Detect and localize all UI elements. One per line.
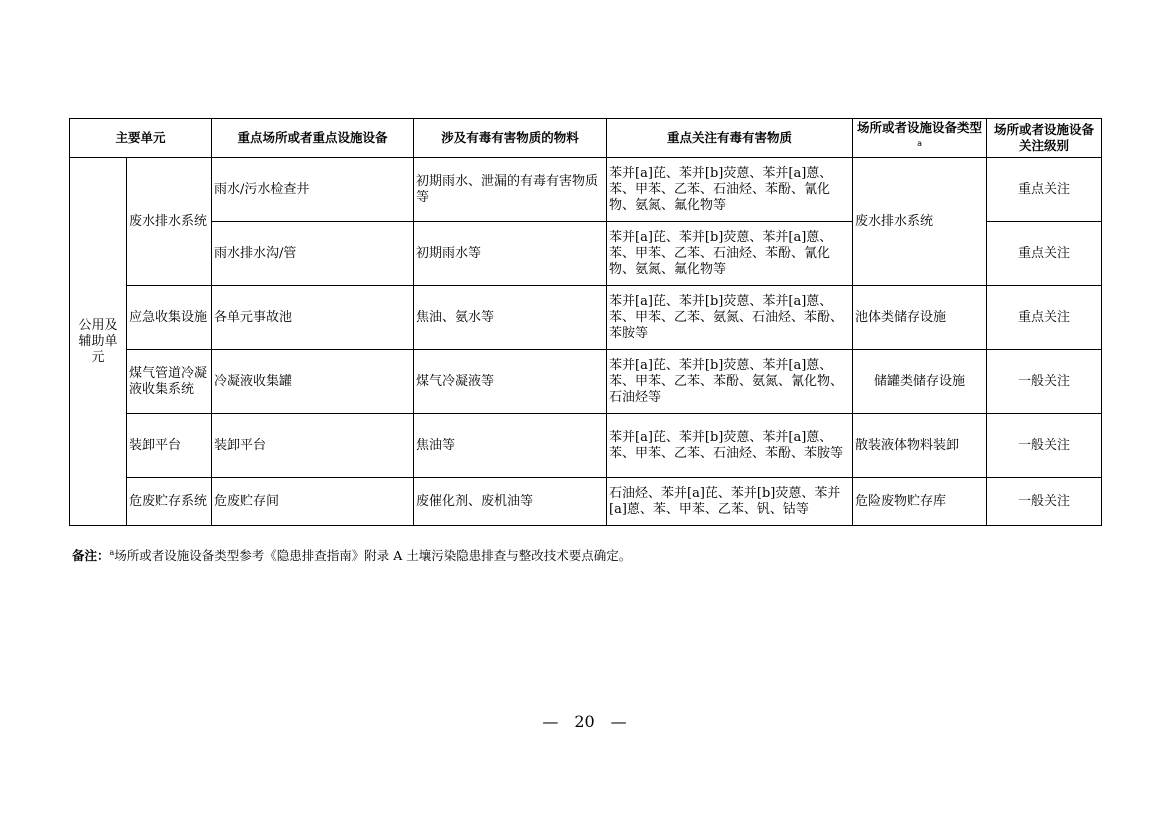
substance-cell: 苯并[a]芘、苯并[b]荧蒽、苯并[a]蒽、苯、甲苯、乙苯、苯酚、氨氮、氰化物、石油烃等 — [607, 350, 853, 414]
level-cell: 重点关注 — [987, 222, 1102, 286]
page-number: — 20 — — [542, 712, 627, 731]
table-row — [70, 350, 1102, 414]
level-cell: 重点关注 — [987, 286, 1102, 350]
table-row — [70, 286, 1102, 350]
type-cell: 池体类储存设施 — [853, 286, 987, 350]
table-footnote — [72, 546, 631, 564]
note-text: 场所或者设施设备类型参考《隐患排查指南》附录 A 土壤污染隐患排查与整改技术要点确定。 — [114, 548, 632, 563]
header-level: 场所或者设施设备关注级别 — [987, 119, 1102, 158]
note-sup: a — [109, 547, 115, 557]
header-type — [853, 119, 987, 158]
substance-cell: 苯并[a]芘、苯并[b]荧蒽、苯并[a]蒽、苯、甲苯、乙苯、石油烃、苯酚、苯胺等 — [607, 414, 853, 478]
hazard-facility-table — [69, 118, 1102, 526]
substance-cell: 苯并[a]芘、苯并[b]荧蒽、苯并[a]蒽、苯、甲苯、乙苯、氨氮、石油烃、苯酚、苯胺等 — [607, 286, 853, 350]
facility-cell: 装卸平台 — [212, 414, 414, 478]
material-cell: 初期雨水等 — [414, 222, 607, 286]
facility-cell: 冷凝液收集罐 — [212, 350, 414, 414]
material-cell: 煤气冷凝液等 — [414, 350, 607, 414]
header-substance: 重点关注有毒有害物质 — [607, 119, 853, 158]
type-cell: 储罐类储存设施 — [853, 350, 987, 414]
substance-cell: 石油烃、苯并[a]芘、苯并[b]荧蒽、苯并[a]蒽、苯、甲苯、乙苯、钒、钴等 — [607, 478, 853, 526]
table-row — [70, 478, 1102, 526]
substance-cell: 苯并[a]芘、苯并[b]荧蒽、苯并[a]蒽、苯、甲苯、乙苯、石油烃、苯酚、氰化物、氨氮、氟化物等 — [607, 222, 853, 286]
sub-unit-cell: 危废贮存系统 — [127, 478, 212, 526]
sub-unit-wastewater: 废水排水系统 — [127, 158, 212, 286]
header-type-sup: a — [917, 139, 922, 149]
group-label: 公用及辅助单元 — [70, 158, 127, 526]
facility-cell: 危废贮存间 — [212, 478, 414, 526]
level-cell: 一般关注 — [987, 478, 1102, 526]
header-facility: 重点场所或者重点设施设备 — [212, 119, 414, 158]
material-cell: 废催化剂、废机油等 — [414, 478, 607, 526]
table-header-row — [70, 119, 1102, 158]
material-cell: 焦油等 — [414, 414, 607, 478]
table-row — [70, 414, 1102, 478]
facility-cell: 雨水排水沟/管 — [212, 222, 414, 286]
sub-unit-cell: 应急收集设施 — [127, 286, 212, 350]
substance-cell: 苯并[a]芘、苯并[b]荧蒽、苯并[a]蒽、苯、甲苯、乙苯、石油烃、苯酚、氰化物、氨氮、氟化物等 — [607, 158, 853, 222]
facility-cell: 各单元事故池 — [212, 286, 414, 350]
header-type-text: 场所或者设施设备类型 — [857, 120, 983, 136]
facility-cell: 雨水/污水检查井 — [212, 158, 414, 222]
material-cell: 初期雨水、泄漏的有毒有害物质等 — [414, 158, 607, 222]
sub-unit-cell: 装卸平台 — [127, 414, 212, 478]
type-cell: 散装液体物料装卸 — [853, 414, 987, 478]
table-row — [70, 158, 1102, 222]
header-material: 涉及有毒有害物质的物料 — [414, 119, 607, 158]
header-main-unit: 主要单元 — [70, 119, 212, 158]
sub-unit-cell: 煤气管道冷凝液收集系统 — [127, 350, 212, 414]
level-cell: 一般关注 — [987, 414, 1102, 478]
level-cell: 一般关注 — [987, 350, 1102, 414]
type-cell: 废水排水系统 — [853, 158, 987, 286]
type-cell: 危险废物贮存库 — [853, 478, 987, 526]
note-label: 备注： — [72, 548, 110, 563]
level-cell: 重点关注 — [987, 158, 1102, 222]
material-cell: 焦油、氨水等 — [414, 286, 607, 350]
